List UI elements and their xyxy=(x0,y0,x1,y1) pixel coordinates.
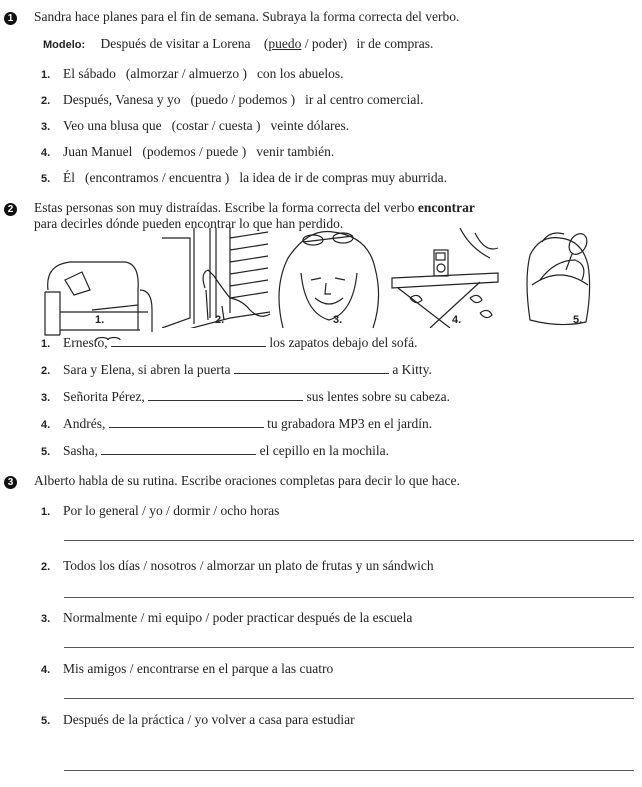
sofa-illustration xyxy=(40,250,160,340)
item-text: tu grabadora MP3 en el jardín. xyxy=(267,416,433,431)
picture-label: 1. xyxy=(95,314,105,326)
item-text: el cepillo en la mochila. xyxy=(259,443,389,458)
answer-line[interactable] xyxy=(64,698,634,699)
item-number: 1. xyxy=(41,338,51,350)
s2-item xyxy=(41,389,450,405)
s3-item xyxy=(41,712,355,728)
section-2-instructions-2: para decirles dónde pueden encontrar lo que han perdido. xyxy=(34,216,344,231)
item-prompt: Por lo general / yo / dormir / ocho horas xyxy=(63,503,280,518)
item-text: Él xyxy=(63,170,75,185)
item-number: 5. xyxy=(41,715,51,727)
item-text: veinte dólares. xyxy=(270,118,350,133)
verb-options[interactable]: (almorzar / almuerzo ) xyxy=(125,66,247,81)
woman-face-illustration xyxy=(273,228,385,330)
section-2-number: 2 xyxy=(4,203,17,216)
cat-door-illustration xyxy=(160,228,275,328)
item-text: los zapatos debajo del sofá. xyxy=(269,335,418,350)
model-sentence xyxy=(43,36,433,52)
s2-item xyxy=(41,416,432,432)
s3-item xyxy=(41,610,412,626)
item-text: Después, Vanesa y yo xyxy=(63,92,181,107)
section-1-number: 1 xyxy=(4,12,17,25)
item-prompt: Todos los días / nosotros / almorzar un plato de frutas y un sándwich xyxy=(63,558,434,573)
answer-blank[interactable] xyxy=(148,389,303,401)
model-rest: / poder) xyxy=(304,36,348,51)
item-text: El sábado xyxy=(63,66,116,81)
item-number: 3. xyxy=(41,121,51,133)
item-text: Sasha, xyxy=(63,443,98,458)
item-number: 1. xyxy=(41,506,51,518)
item-number: 3. xyxy=(41,392,51,404)
item-text: Ernesto, xyxy=(63,335,108,350)
instr-verb: encontrar xyxy=(417,200,475,215)
verb-options[interactable]: (puedo / podemos ) xyxy=(190,92,296,107)
model-label: Modelo: xyxy=(43,39,86,51)
item-text: Veo una blusa que xyxy=(63,118,162,133)
item-prompt: Después de la práctica / yo volver a casa para estudiar xyxy=(63,712,355,727)
item-text: Andrés, xyxy=(63,416,106,431)
s1-item xyxy=(41,170,447,186)
s3-item xyxy=(41,503,279,519)
item-number: 4. xyxy=(41,419,51,431)
s2-item xyxy=(41,335,417,351)
item-text: Sara y Elena, si abren la puerta xyxy=(63,362,231,377)
item-prompt: Mis amigos / encontrarse en el parque a las cuatro xyxy=(63,661,334,676)
item-number: 4. xyxy=(41,147,51,159)
verb-options[interactable]: (costar / cuesta ) xyxy=(171,118,261,133)
section-1-instructions: Sandra hace planes para el fin de semana. Subraya la forma correcta del verbo. xyxy=(34,9,460,24)
answer-line[interactable] xyxy=(64,597,634,598)
answer-line[interactable] xyxy=(64,540,634,541)
model-open: ( xyxy=(263,36,269,51)
verb-options[interactable]: (podemos / puede ) xyxy=(142,144,247,159)
item-text: la idea de ir de compras muy aburrida. xyxy=(239,170,447,185)
item-text: Señorita Pérez, xyxy=(63,389,145,404)
item-text: a Kitty. xyxy=(392,362,432,377)
s1-item xyxy=(41,66,344,82)
s1-item xyxy=(41,92,424,108)
picture-label: 4. xyxy=(452,314,462,326)
item-prompt: Normalmente / mi equipo / poder practicar después de la escuela xyxy=(63,610,413,625)
item-number: 2. xyxy=(41,365,51,377)
answer-line[interactable] xyxy=(64,770,634,771)
s2-item xyxy=(41,443,389,459)
answer-line[interactable] xyxy=(64,647,634,648)
instr-a: Estas personas son muy distraídas. Escribe la forma correcta del verbo xyxy=(34,200,418,215)
picture-label: 3. xyxy=(333,314,343,326)
answer-blank[interactable] xyxy=(111,335,266,347)
item-number: 3. xyxy=(41,613,51,625)
s1-item xyxy=(41,144,334,160)
s3-item xyxy=(41,558,434,574)
item-text: Juan Manuel xyxy=(63,144,133,159)
item-number: 5. xyxy=(41,446,51,458)
s1-item xyxy=(41,118,349,134)
item-text: sus lentes sobre su cabeza. xyxy=(306,389,451,404)
item-text: ir al centro comercial. xyxy=(305,92,424,107)
model-pre: Después de visitar a Lorena xyxy=(100,36,251,51)
section-3-number: 3 xyxy=(4,476,17,489)
item-number: 1. xyxy=(41,69,51,81)
item-number: 4. xyxy=(41,664,51,676)
item-text: venir también. xyxy=(256,144,335,159)
model-post: ir de compras. xyxy=(356,36,434,51)
item-number: 5. xyxy=(41,173,51,185)
item-number: 2. xyxy=(41,95,51,107)
mp3-player-table-illustration xyxy=(390,228,500,328)
item-text: con los abuelos. xyxy=(256,66,344,81)
answer-blank[interactable] xyxy=(109,416,264,428)
s3-item xyxy=(41,661,333,677)
section-2-instructions xyxy=(34,200,475,216)
backpack-illustration xyxy=(520,230,600,328)
picture-label: 2. xyxy=(215,314,225,326)
verb-options[interactable]: (encontramos / encuentra ) xyxy=(85,170,230,185)
picture-label: 5. xyxy=(573,314,583,326)
s2-item xyxy=(41,362,432,378)
answer-blank[interactable] xyxy=(234,362,389,374)
model-answer: puedo xyxy=(268,36,302,51)
item-number: 2. xyxy=(41,561,51,573)
section-3-instructions: Alberto habla de su rutina. Escribe oraciones completas para decir lo que hace. xyxy=(34,473,460,488)
answer-blank[interactable] xyxy=(101,443,256,455)
